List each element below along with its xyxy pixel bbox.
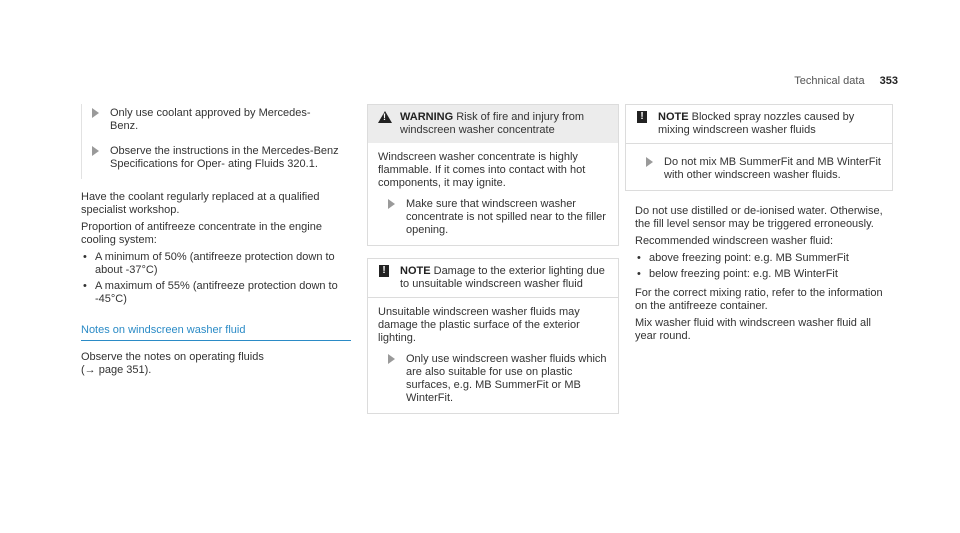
- paragraph: Unsuitable windscreen washer fluids may damage the plastic surface of the exterior lighting.: [378, 306, 580, 344]
- warning-box: [367, 104, 619, 246]
- column-1: [81, 104, 351, 377]
- step-text: Do not mix MB SummerFit and MB WinterFit with other windscreen washer fluids.: [664, 156, 881, 181]
- paragraph: Recommended windscreen washer fluid:: [635, 235, 834, 247]
- note-title: Blocked spray nozzles caused by mixing windscreen washer fluids: [658, 111, 855, 136]
- warning-triangle-icon: [378, 111, 392, 123]
- list-item: • A maximum of 55% (antifreeze protection down to -45°C): [81, 280, 351, 306]
- note-label: NOTE: [400, 265, 431, 277]
- list-item: • A minimum of 50% (antifreeze protection down to about -37°C): [81, 251, 351, 277]
- paragraph: Have the coolant regularly replaced at a qualified specialist workshop.: [81, 191, 320, 216]
- arrow-right-icon: [646, 157, 653, 167]
- instruction-step: [378, 353, 608, 405]
- warning-title: Risk of fire and injury from windscreen washer concentrate: [400, 111, 584, 136]
- step-text: Observe the instructions in the Mercedes-Benz Specifications for Oper- ating Fluids 320.1.: [110, 145, 339, 170]
- instruction-steps: [81, 104, 351, 179]
- list-item: • above freezing point: e.g. MB SummerFit: [635, 252, 893, 265]
- warning-header: [368, 105, 618, 143]
- arrow-right-icon: [388, 199, 395, 209]
- bullet-list: [81, 251, 351, 306]
- step-text: Only use windscreen washer fluids which are also suitable for use on plastic surfaces, e.g. MB SummerFit or MB WinterFit.: [406, 353, 607, 404]
- paragraph: Mix washer fluid with windscreen washer fluid all year round.: [635, 317, 871, 342]
- exclamation-icon: !: [637, 111, 647, 123]
- bullet-list: [635, 252, 893, 281]
- warning-label: WARNING: [400, 111, 454, 123]
- exclamation-icon: !: [379, 265, 389, 277]
- section-heading: Notes on windscreen washer fluid: [81, 324, 351, 341]
- paragraph: For the correct mixing ratio, refer to the information on the antifreeze container.: [635, 287, 883, 312]
- instruction-step: [636, 156, 882, 182]
- section-title: Technical data: [794, 75, 865, 87]
- arrow-right-icon: [92, 108, 99, 118]
- paragraph: Do not use distilled or de-ionised water. Otherwise, the fill level sensor may be triggered erroneously.: [635, 205, 883, 230]
- instruction-step: [82, 145, 351, 171]
- warning-body: [368, 143, 618, 245]
- page-header: [794, 75, 898, 88]
- paragraph: Proportion of antifreeze concentrate in the engine cooling system:: [81, 221, 322, 246]
- arrow-right-icon: [388, 354, 395, 364]
- paragraph: Observe the notes on operating fluids: [81, 351, 264, 363]
- column-2: [367, 104, 619, 414]
- page-number: 353: [879, 75, 898, 87]
- column-3: [625, 104, 893, 347]
- page-reference-link[interactable]: (→ page 351).: [81, 364, 152, 376]
- paragraph: Windscreen washer concentrate is highly flammable. If it comes into contact with hot components, it may ignite.: [378, 151, 586, 189]
- note-title: Damage to the exterior lighting due to unsuitable windscreen washer fluid: [400, 265, 605, 290]
- list-item: • below freezing point: e.g. MB WinterFit: [635, 268, 893, 281]
- step-text: Make sure that windscreen washer concentrate is not spilled near to the filler opening.: [406, 198, 606, 236]
- note-header: [626, 105, 892, 143]
- instruction-step: [378, 198, 608, 237]
- note-box: [367, 258, 619, 414]
- note-header: [368, 259, 618, 297]
- step-text: Only use coolant approved by Mercedes- Benz.: [110, 107, 311, 132]
- note-body: [368, 297, 618, 413]
- note-box: [625, 104, 893, 191]
- arrow-right-icon: [92, 146, 99, 156]
- note-label: NOTE: [658, 111, 689, 123]
- instruction-step: [82, 107, 351, 133]
- note-body: [626, 143, 892, 190]
